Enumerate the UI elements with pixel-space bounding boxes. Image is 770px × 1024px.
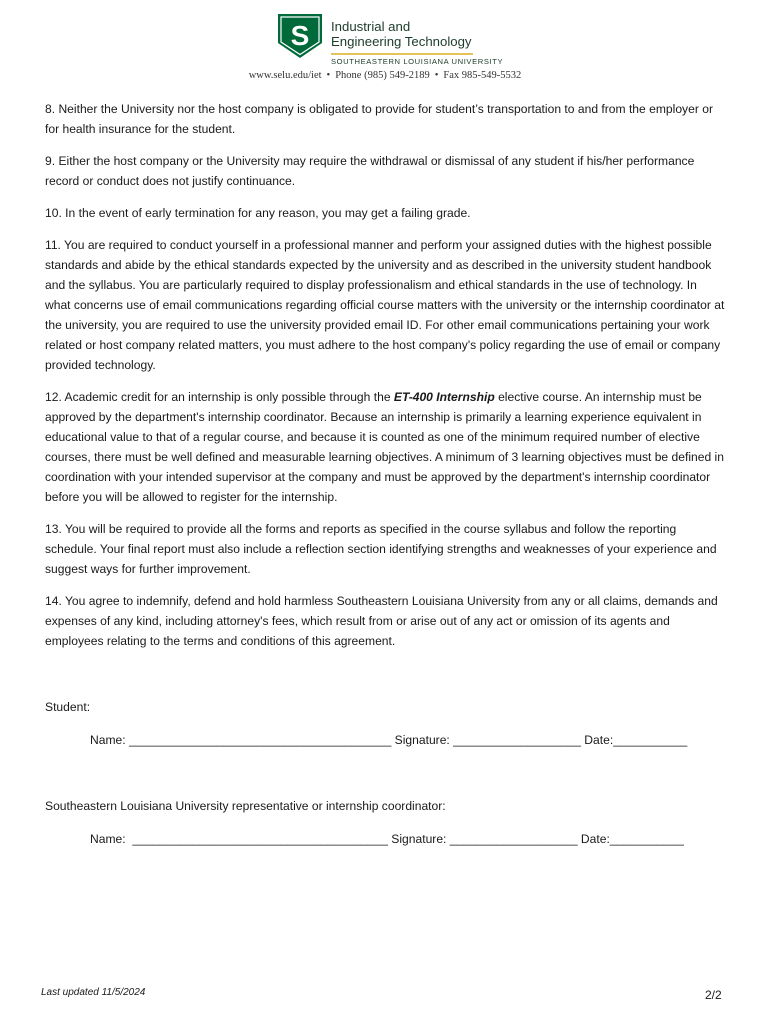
term-12-intro: 12. Academic credit for an internship is only possible through the [45,390,394,404]
bullet-separator: • [326,70,331,81]
phone-number: Phone (985) 549-2189 [335,70,430,81]
term-8: 8. Neither the University nor the host company is obligated to provide for student’s transportation to and from the employer or for health insurance for the student. [45,102,713,136]
term-11: 11. You are required to conduct yourself in a professional manner and perform your assigned duties with the highest possible standards and abide by the ethical standards expected by the university and as described in the university student handbook and the syllabus. You are particularly required to display professionalism and ethical standards in the use of technology. In what concerns use of email communications regarding official course matters with the university or the internship coordinator at the university, you are required to use the university provided email ID. For other email communications pertaining your work related or host company related matters, you must adhere to the host company's policy regarding the use of email or company provided technology. [45,238,725,372]
term-9: 9. Either the host company or the University may require the withdrawal or dismissal of any student if his/her performance record or conduct does not justify continuance. [45,154,695,188]
bullet-separator: • [434,70,439,81]
coordinator-signature-label: Southeastern Louisiana University representative or internship coordinator: [45,799,446,813]
contact-line [0,70,770,81]
term-10: 10. In the event of early termination for any reason, you may get a failing grade. [45,206,471,220]
university-shield-logo [277,13,323,59]
student-signature-label: Student: [45,700,91,714]
course-name: ET-400 Internship [393,390,495,404]
terms-body [45,99,725,663]
brand-line-2: Engineering Technology [331,34,472,49]
department-name [331,19,531,49]
term-14: 14. You agree to indemnify, defend and hold harmless Southeastern Louisiana University from any or all claims, demands and expenses of any kind, including attorney's fees, which result from or arise out of any act or omission of its agents and employees relating to the terms and conditions of this agreement. [45,594,718,648]
university-name: SOUTHEASTERN LOUISIANA UNIVERSITY [331,57,504,66]
logo-letter: S [290,20,310,51]
term-12 [45,387,725,507]
fax-number: Fax 985-549-5532 [443,70,522,81]
last-updated: Last updated 11/5/2024 [41,987,146,998]
brand-line-1: Industrial and [331,19,411,34]
student-signature-line[interactable]: Name: _______________________________________ Signature: ___________________ Date:___________ [90,733,688,747]
letterhead [0,0,770,90]
page-number: 2/2 [705,988,722,1002]
website-link[interactable]: www.selu.edu/iet [248,70,322,81]
term-12-body: elective course. An internship must be approved by the department's internship coordinator. Because an internship is primarily a learning experience equivalent in educational value to that of a regular course, and because it is counted as one of the minimum required number of elective courses, there must be well defined and measurable learning objectives. A minimum of 3 learning objectives must be defined in coordination with your intended supervisor at the company and must be approved by the department's internship coordinator before you will be allowed to register for the internship. [45,390,724,504]
brand-divider [331,53,473,55]
term-13: 13. You will be required to provide all the forms and reports as specified in the course syllabus and follow the reporting schedule. Your final report must also include a reflection section identifying strengths and weaknesses of your experience and suggest ways for further improvement. [45,522,717,576]
coordinator-signature-line[interactable]: Name: ______________________________________ Signature: ___________________ Date:___________ [90,832,684,846]
